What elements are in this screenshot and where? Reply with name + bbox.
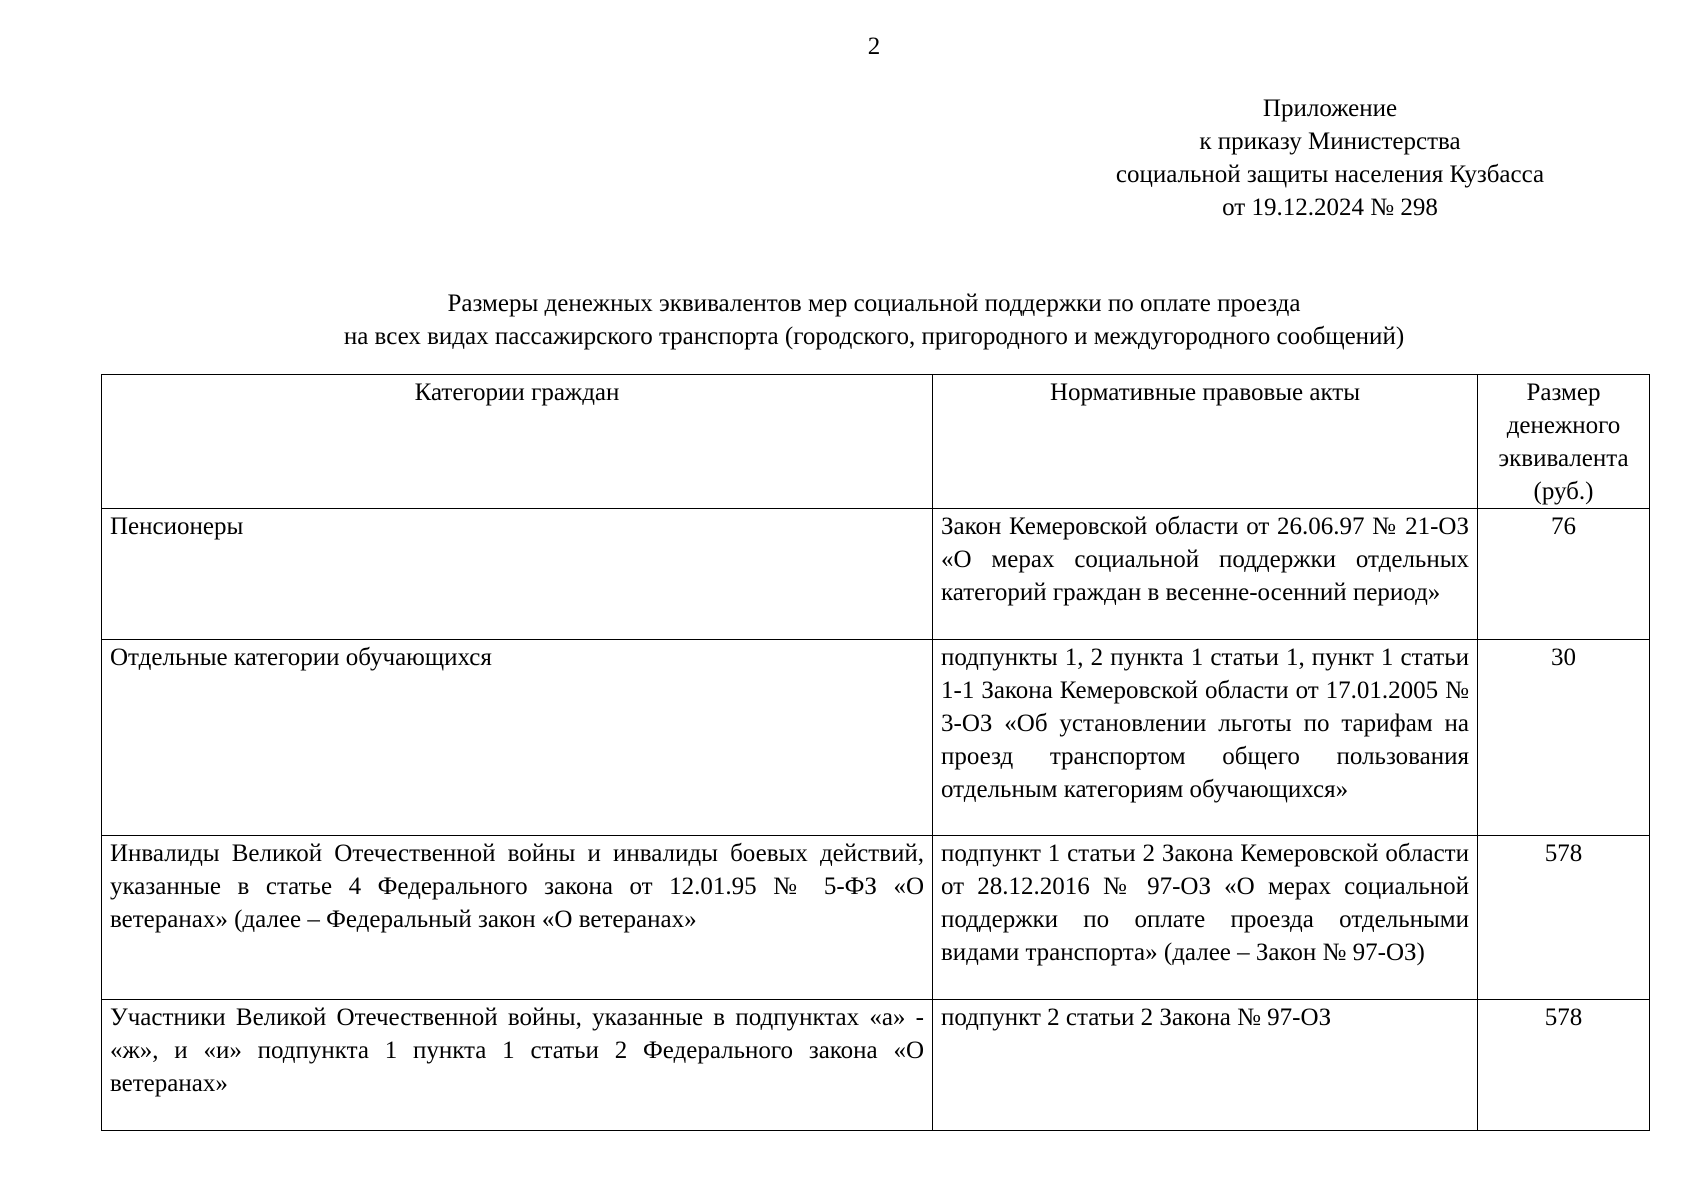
amount-cell: 30 (1478, 640, 1650, 836)
appendix-block (1080, 92, 1580, 224)
table-header-row (102, 375, 1650, 509)
header-category: Категории граждан (102, 375, 933, 509)
acts-cell: Закон Кемеровской области от 26.06.97 № 21-ОЗ «О мерах социальной поддержки отдельных категорий граждан в весенне-осенний период» (933, 509, 1478, 640)
benefits-table (101, 374, 1650, 1131)
table-row (102, 1000, 1650, 1131)
category-cell: Инвалиды Великой Отечественной войны и инвалиды боевых действий, указанные в статье 4 Федерального закона от 12.01.95 № 5-ФЗ «О ветеранах» (далее – Федеральный закон «О ветеранах» (102, 836, 933, 1000)
amount-cell: 578 (1478, 836, 1650, 1000)
table-row (102, 640, 1650, 836)
appendix-line-4: от 19.12.2024 № 298 (1222, 194, 1438, 221)
document-title (100, 287, 1648, 353)
acts-cell: подпункт 1 статьи 2 Закона Кемеровской области от 28.12.2016 № 97-ОЗ «О мерах социальной поддержки по оплате проезда отдельными видами транспорта» (далее – Закон № 97-ОЗ) (933, 836, 1478, 1000)
title-line-2: на всех видах пассажирского транспорта (городского, пригородного и междугородного сообщений) (343, 323, 1405, 350)
appendix-line-1: Приложение (1262, 95, 1398, 122)
appendix-line-3: социальной защиты населения Кузбасса (1115, 161, 1545, 188)
amount-cell: 76 (1478, 509, 1650, 640)
title-line-1: Размеры денежных эквивалентов мер социальной поддержки по оплате проезда (447, 290, 1301, 317)
category-cell: Участники Великой Отечественной войны, указанные в подпунктах «а» - «ж», и «и» подпункта 1 пункта 1 статьи 2 Федерального закона «О ветеранах» (102, 1000, 933, 1131)
acts-cell: подпункты 1, 2 пункта 1 статьи 1, пункт 1 статьи 1-1 Закона Кемеровской области от 17.01.2005 № 3-ОЗ «Об установлении льготы по тарифам на проезд транспортом общего пользования отдельным категориям обучающихся» (933, 640, 1478, 836)
header-acts: Нормативные правовые акты (933, 375, 1478, 509)
appendix-line-2: к приказу Министерства (1199, 128, 1461, 155)
page-number: 2 (867, 33, 881, 60)
category-cell: Пенсионеры (102, 509, 933, 640)
table-row (102, 509, 1650, 640)
acts-cell: подпункт 2 статьи 2 Закона № 97-ОЗ (933, 1000, 1478, 1131)
category-cell: Отдельные категории обучающихся (102, 640, 933, 836)
table-row (102, 836, 1650, 1000)
header-amount: Размер денежного эквивалента (руб.) (1478, 375, 1650, 509)
amount-cell: 578 (1478, 1000, 1650, 1131)
